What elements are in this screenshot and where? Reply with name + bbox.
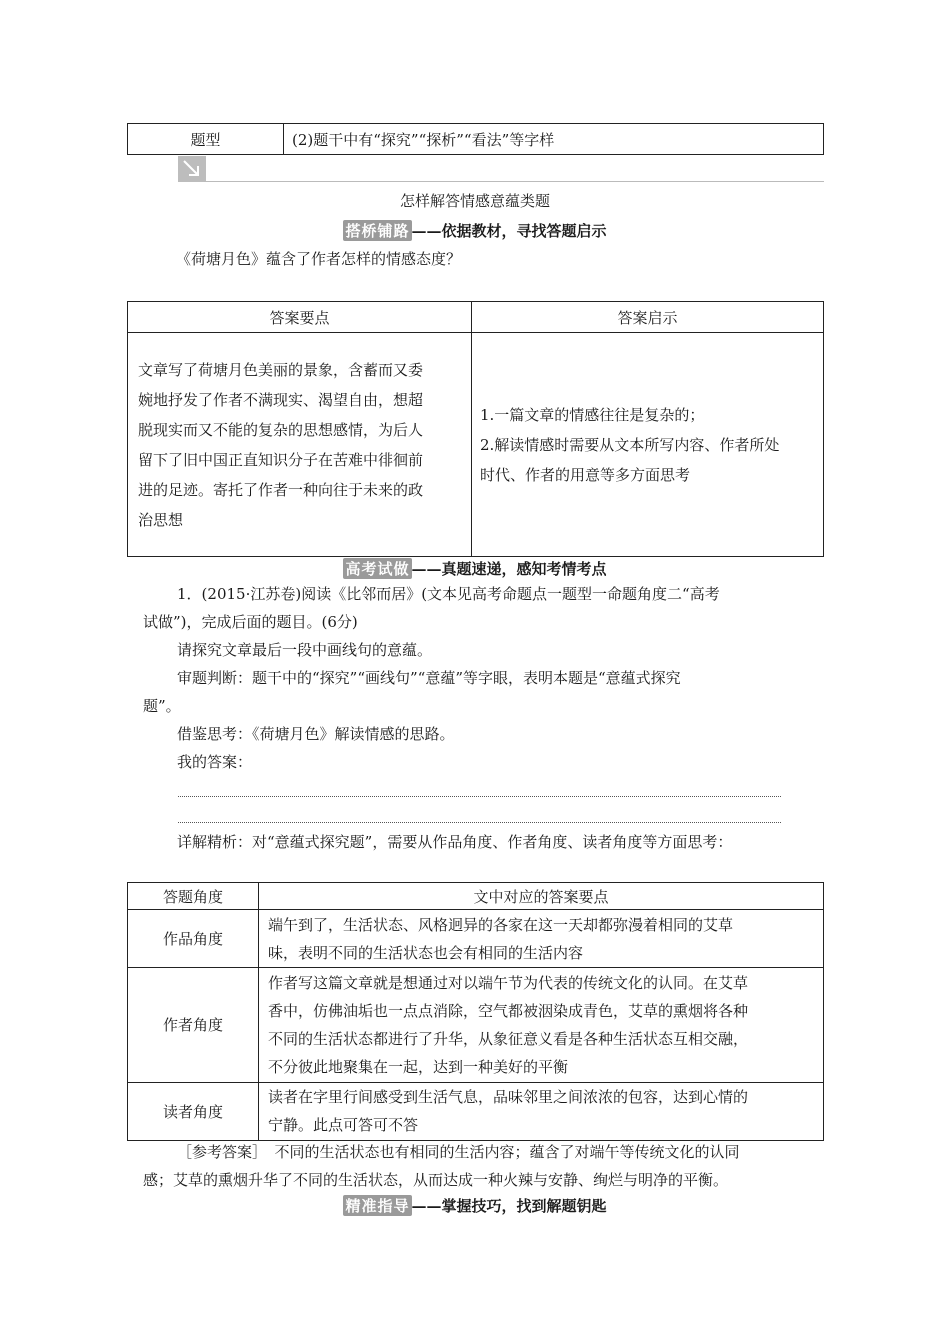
angle-cell: 作者角度: [128, 968, 259, 1083]
text-line: 1.一篇文章的情感往往是复杂的；: [480, 405, 705, 424]
text-line: 脱现实而又不能的复杂的思想感情，为后人: [138, 420, 424, 439]
text-line: 婉地抒发了作者不满现实、渴望自由，想超: [138, 390, 424, 409]
exercise-line: 试做”)，完成后面的题目。(6分): [143, 613, 358, 631]
table-row: [128, 968, 824, 1083]
banner-bridge: [0, 220, 950, 241]
exercise-line: 1．(2015·江苏卷)阅读《比邻而居》(文本见高考命题点一题型一命题角度二“高考: [177, 585, 720, 603]
text-line: 不分彼此地聚集在一起，达到一种美好的平衡: [268, 1057, 569, 1076]
table-header: 答题角度: [128, 883, 259, 910]
banner-text: ——掌握技巧，找到解题钥匙: [411, 1197, 607, 1215]
text-line: 进的足迹。寄托了作者一种向往于未来的政: [138, 480, 424, 499]
banner-tag: 精准指导: [345, 1197, 410, 1215]
angle-content: [259, 1082, 824, 1140]
analysis-line: 详解精析：对“意蕴式探究题”，需要从作品角度、作者角度、读者角度等方面思考：: [177, 833, 733, 851]
angles-table: [127, 882, 824, 1141]
text-line: 不同的生活状态都进行了升华，从象征意义看是各种生活状态互相交融，: [268, 1029, 749, 1048]
section-title: 怎样解答情感意蕴类题: [399, 192, 550, 210]
exercise-prompt: 请探究文章最后一段中画线句的意蕴。: [177, 641, 433, 659]
table-header: 文中对应的答案要点: [259, 883, 824, 910]
question-type-content: (2)题干中有“探究”“探析”“看法”等字样: [284, 124, 824, 155]
table-header: 答案启示: [472, 302, 824, 333]
text-line: 留下了旧中国正直知识分子在苦难中徘徊前: [138, 450, 424, 469]
table-row: [128, 910, 824, 968]
question-type-label: 题型: [128, 124, 284, 155]
banner-guide: [0, 1195, 950, 1216]
answer-points-cell: [128, 333, 472, 557]
reference-answer-line: 感；艾草的熏烟升华了不同的生活状态，从而达成一种火辣与安静、绚烂与明净的平衡。: [143, 1171, 729, 1189]
answer-line[interactable]: [178, 796, 781, 797]
answer-line[interactable]: [178, 822, 781, 823]
my-answer-label: 我的答案：: [177, 753, 253, 771]
table-row: [128, 1082, 824, 1140]
banner-tag: 搭桥铺路: [345, 222, 410, 240]
angle-cell: 作品角度: [128, 910, 259, 968]
answer-hints-cell: [472, 333, 824, 557]
section-divider: [204, 181, 824, 182]
text-line: 味，表明不同的生活状态也会有相同的生活内容: [268, 943, 584, 962]
reference-line: 借鉴思考：《荷塘月色》解读情感的思路。: [177, 725, 455, 743]
table-header: 答案要点: [128, 302, 472, 333]
text-line: 治思想: [138, 510, 184, 529]
text-line: 宁静。此点可答可不答: [268, 1116, 419, 1135]
arrow-down-right-icon: [178, 156, 206, 182]
banner-text: ——依据教材，寻找答题启示: [411, 222, 607, 240]
review-line: 题”。: [143, 697, 181, 715]
review-line: 审题判断：题干中的“探究”“画线句”“意蕴”等字眼，表明本题是“意蕴式探究: [177, 669, 681, 687]
text-line: 端午到了，生活状态、风格迥异的各家在这一天却都弥漫着相同的艾草: [268, 915, 734, 934]
text-line: 作者写这篇文章就是想通过对以端午节为代表的传统文化的认同。在艾草: [268, 973, 749, 992]
banner-exam: [0, 558, 950, 579]
answer-points-table: [127, 301, 824, 557]
banner-tag: 高考试做: [345, 560, 410, 578]
text-line: 时代、作者的用意等多方面思考: [480, 465, 691, 484]
question-type-table: [127, 123, 824, 155]
banner-text: ——真题速递，感知考情考点: [411, 560, 607, 578]
question-heading: 《荷塘月色》蕴含了作者怎样的情感态度？: [176, 250, 462, 268]
angle-content: [259, 968, 824, 1083]
text-line: 2.解读情感时需要从文本所写内容、作者所处: [480, 435, 780, 454]
text-line: 读者在字里行间感受到生活气息，品味邻里之间浓浓的包容，达到心情的: [268, 1088, 749, 1107]
angle-cell: 读者角度: [128, 1082, 259, 1140]
text-line: 文章写了荷塘月色美丽的景象，含蓄而又委: [138, 360, 424, 379]
angle-content: [259, 910, 824, 968]
text-line: 香中，仿佛油垢也一点点消除，空气都被洇染成青色，艾草的熏烟将各种: [268, 1001, 749, 1020]
reference-answer-line: ［参考答案］ 不同的生活状态也有相同的生活内容；蕴含了对端午等传统文化的认同: [177, 1143, 740, 1161]
